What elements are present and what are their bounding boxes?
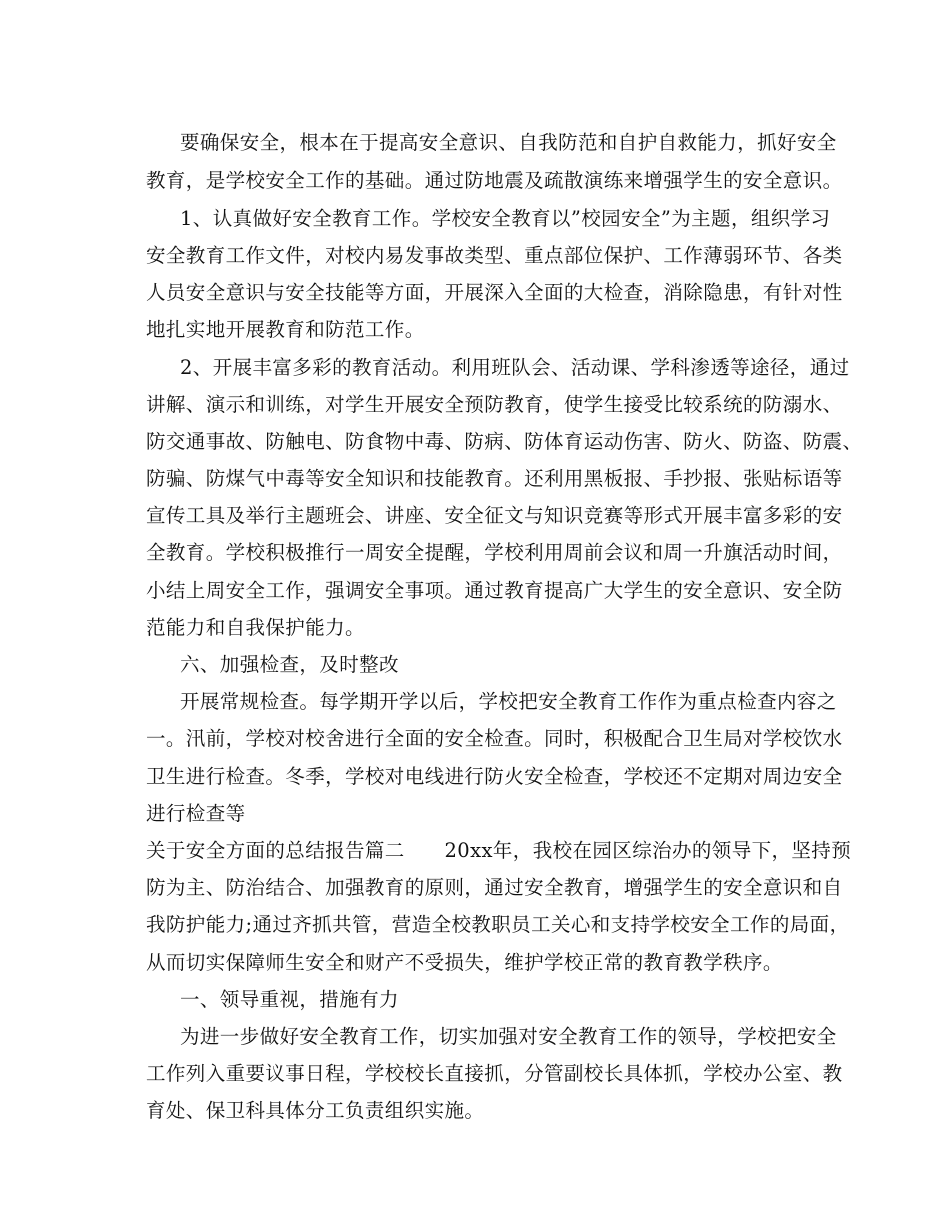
text-line: 为进一步做好安全教育工作，切实加强对安全教育工作的领导，学校把安全 (180, 1025, 837, 1048)
text-line: 2、开展丰富多彩的教育活动。利用班队会、活动课、学科渗透等途径，通过 (180, 356, 850, 379)
text-line: 育处、保卫科具体分工负责组织实施。 (146, 1099, 485, 1122)
report-title-line: 关于安全方面的总结报告篇二 20xx年，我校在园区综治办的领导下，坚持预 (146, 839, 852, 862)
text-line: 开展常规检查。每学期开学以后，学校把安全教育工作作为重点检查内容之 (180, 690, 837, 713)
text-line: 卫生进行检查。冬季，学校对电线进行防火安全检查，学校还不定期对周边安全 (146, 765, 843, 788)
text-line: 工作列入重要议事日程，学校校长直接抓，分管副校长具体抓，学校办公室、教 (146, 1062, 843, 1085)
text-line: 全教育。学校积极推行一周安全提醒，学校利用周前会议和周一升旗活动时间， (146, 541, 843, 564)
text-line: 范能力和自我保护能力。 (146, 616, 365, 639)
text-line: 我防护能力;通过齐抓共管，营造全校教职员工关心和支持学校安全工作的局面， (146, 913, 850, 936)
text-line: 从而切实保障师生安全和财产不受损失，维护学校正常的教育教学秩序。 (146, 951, 783, 974)
text-line: 防交通事故、防触电、防食物中毒、防病、防体育运动伤害、防火、防盗、防震、 (146, 430, 863, 453)
section-heading: 六、加强检查，及时整改 (180, 653, 399, 676)
text-line: 防骗、防煤气中毒等安全知识和技能教育。还利用黑板报、手抄报、张贴标语等 (146, 467, 843, 490)
text-line: 人员安全意识与安全技能等方面，开展深入全面的大检查，消除隐患，有针对性 (146, 281, 843, 304)
text-line: 1、认真做好安全教育工作。学校安全教育以”校园安全”为主题，组织学习 (180, 207, 831, 230)
text-line: 教育，是学校安全工作的基础。通过防地震及疏散演练来增强学生的安全意识。 (146, 169, 843, 192)
text-line: 安全教育工作文件，对校内易发事故类型、重点部位保护、工作薄弱环节、各类 (146, 244, 843, 267)
text-line: 小结上周安全工作，强调安全事项。通过教育提高广大学生的安全意识、安全防 (146, 579, 843, 602)
text-line: 讲解、演示和训练，对学生开展安全预防教育，使学生接受比较系统的防溺水、 (146, 393, 843, 416)
text-line: 防为主、防治结合、加强教育的原则，通过安全教育，增强学生的安全意识和自 (146, 876, 843, 899)
text-line: 宣传工具及举行主题班会、讲座、安全征文与知识竞赛等形式开展丰富多彩的安 (146, 504, 843, 527)
section-heading: 一、领导重视，措施有力 (180, 988, 399, 1011)
text-line: 进行检查等 (146, 802, 246, 825)
text-line: 要确保安全，根本在于提高安全意识、自我防范和自护自救能力，抓好安全 (180, 131, 837, 154)
text-line: 地扎实地开展教育和防范工作。 (146, 318, 425, 341)
text-line: 一。汛前，学校对校舍进行全面的安全检查。同时，积极配合卫生局对学校饮水 (146, 727, 843, 750)
